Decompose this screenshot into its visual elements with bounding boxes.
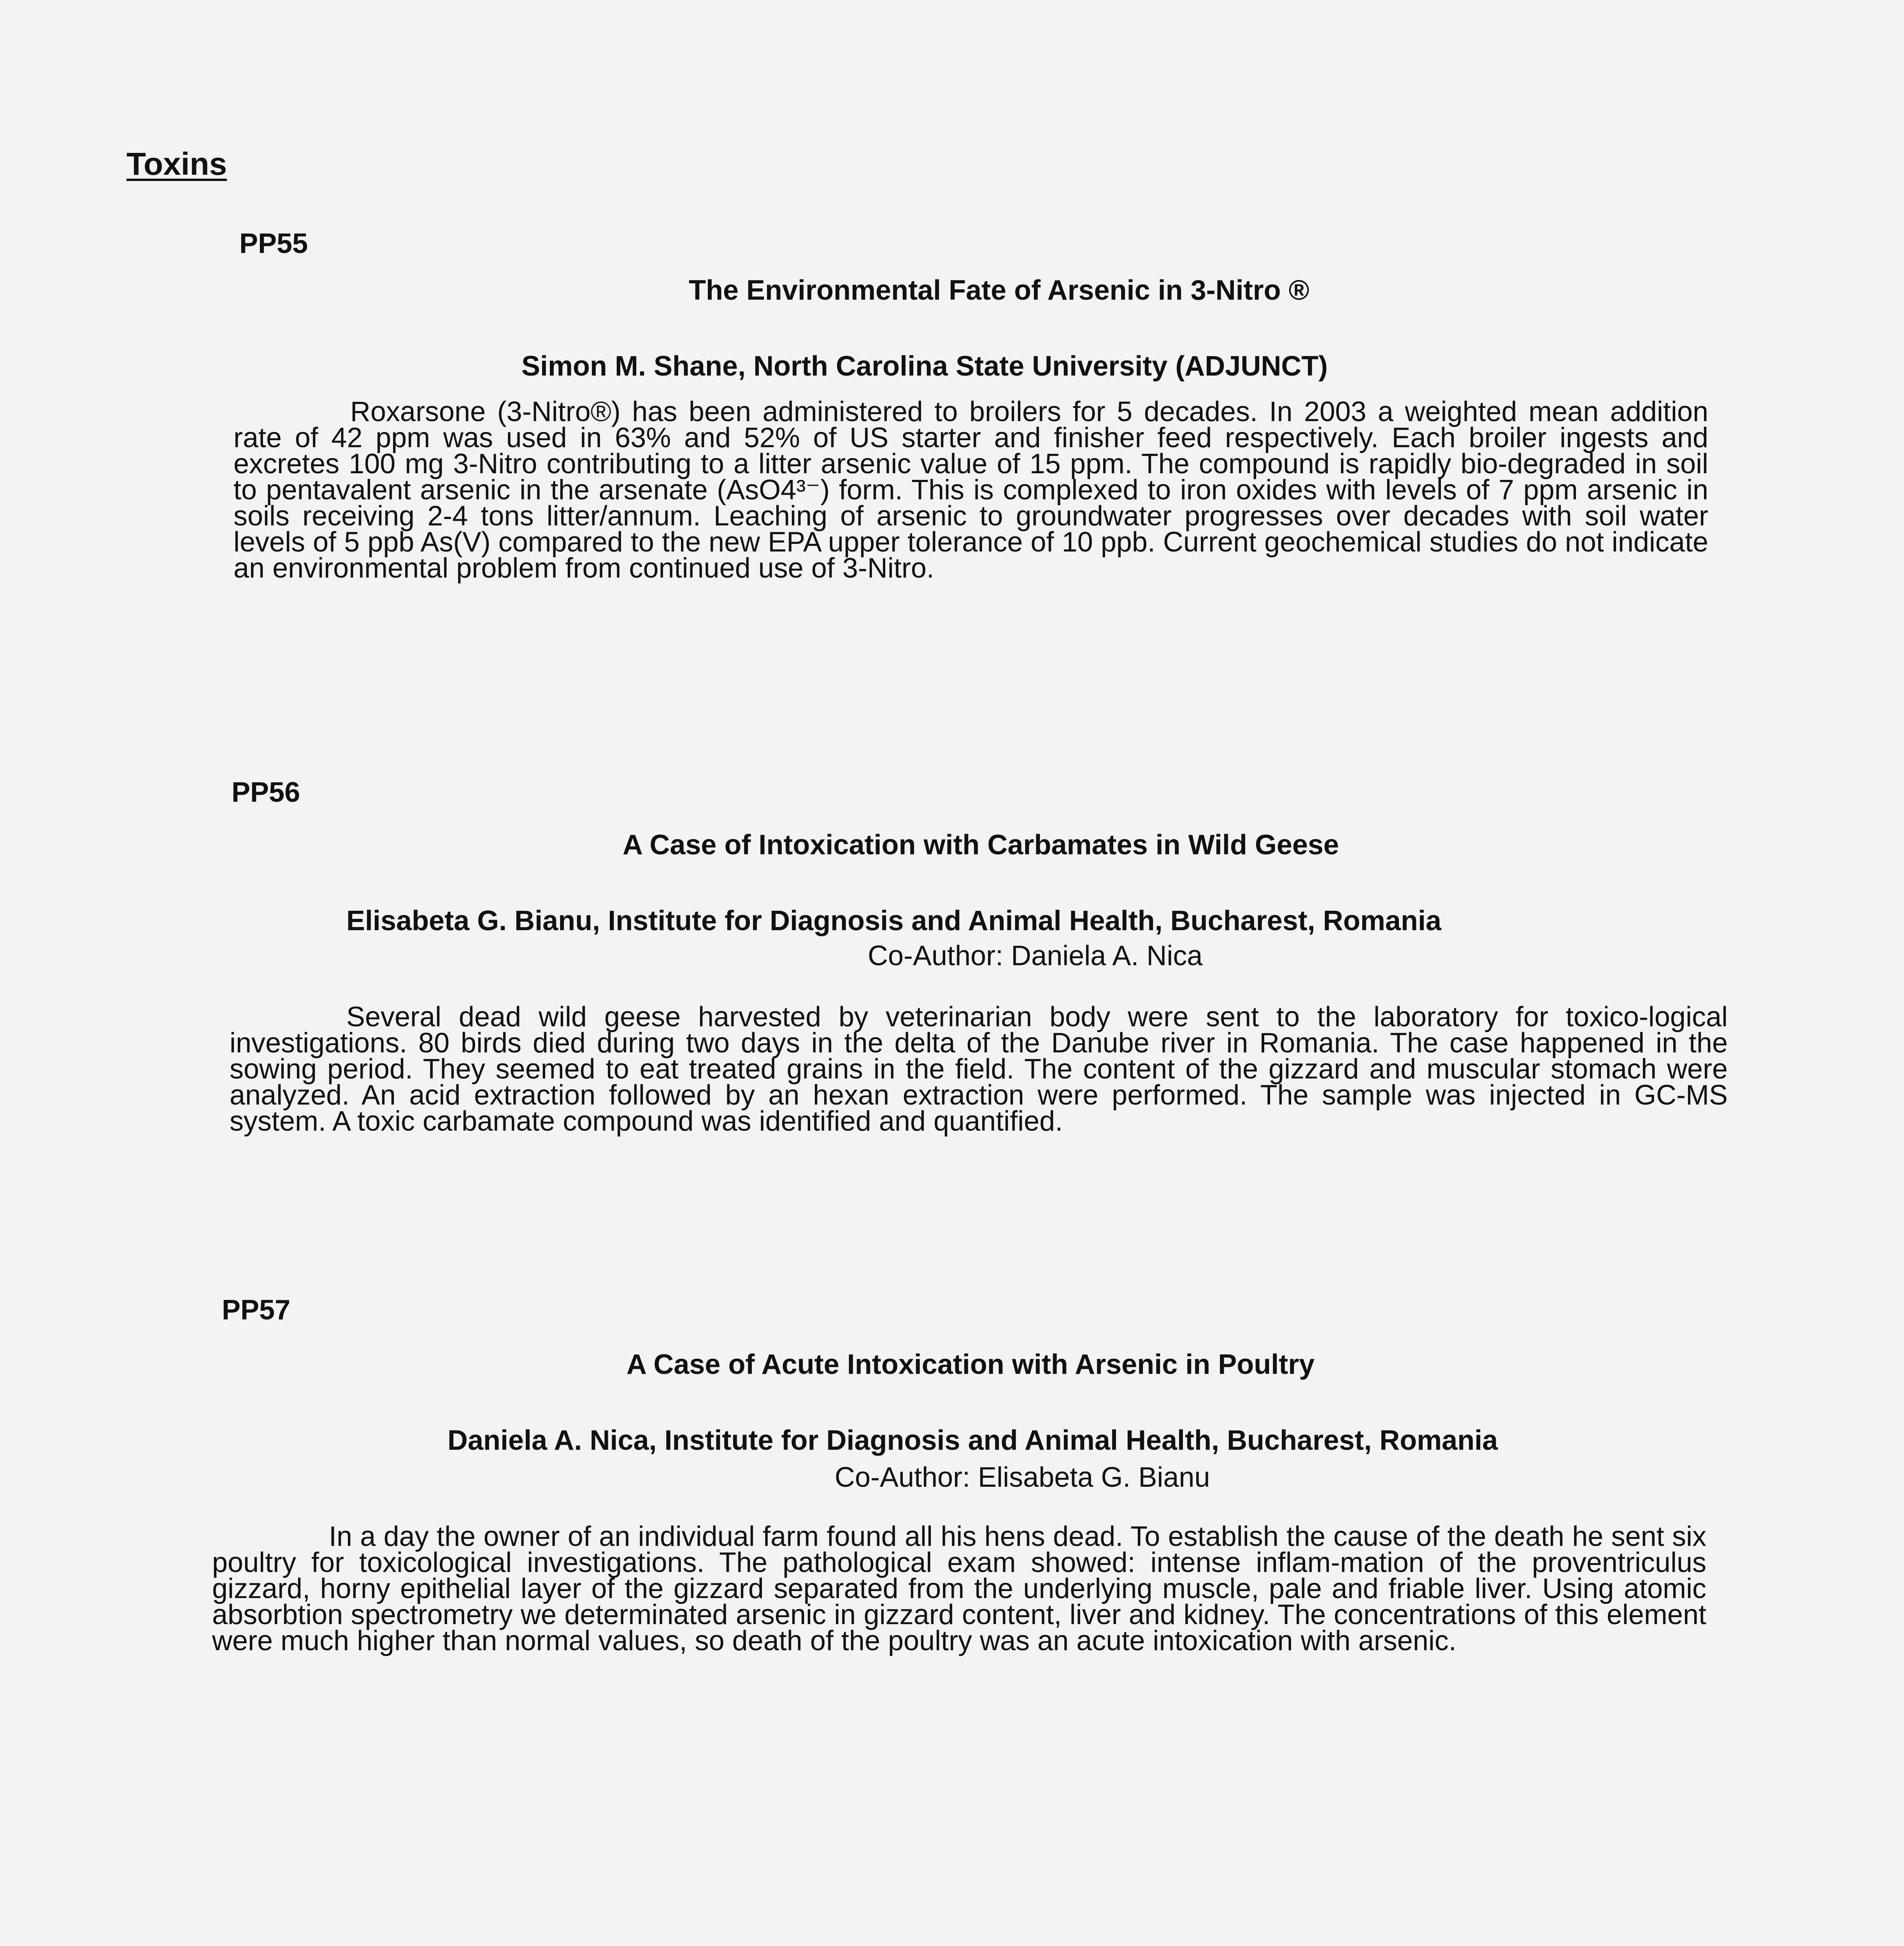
abstract-body-pp55: Roxarsone (3-Nitro®) has been administered to broilers for 5 decades. In 2003 a weighted mean addition rate of 42 ppm was used in 63% and 52% of US starter and finisher feed respectively. Each broiler ingests and excretes 100 mg 3-Nitro contributing to a litter arsenic value of 15 ppm. The compound is rapidly bio-degraded in soil to pentavalent arsenic in the arsenate (AsO4³⁻) form. This is complexed to iron oxides with levels of 7 ppm arsenic in soils receiving 2-4 tons litter/annum. Leaching of arsenic to groundwater progresses over decades with soil water levels of 5 ppb As(V) compared to the new EPA upper tolerance of 10 ppb. Current geochemical studies do not indicate an environmental problem from continued use of 3-Nitro. (233, 396, 1708, 584)
abstract-author-pp57: Daniela A. Nica, Institute for Diagnosis and Animal Health, Bucharest, Romania (447, 1425, 1498, 1456)
abstract-id-pp56: PP56 (232, 777, 300, 808)
section-heading: Toxins (126, 146, 227, 182)
abstract-body-pp56: Several dead wild geese harvested by veterinarian body were sent to the laboratory for toxico-logical investigations. 80 birds died during two days in the delta of the Danube river in Romania. The case happened in the sowing period. They seemed to eat treated grains in the field. The content of the gizzard and muscular stomach were analyzed. An acid extraction followed by an hexan extraction were performed. The sample was injected in GC-MS system. A toxic carbamate compound was identified and quantified. (230, 1001, 1728, 1137)
abstract-coauthor-pp56: Co-Author: Daniela A. Nica (868, 940, 1203, 971)
abstract-coauthor-pp57: Co-Author: Elisabeta G. Bianu (835, 1462, 1210, 1493)
abstract-author-pp55: Simon M. Shane, North Carolina State University (ADJUNCT) (521, 351, 1328, 382)
abstract-body-pp57: In a day the owner of an individual farm found all his hens dead. To establish the cause of the death he sent six poultry for toxicological investigations. The pathological exam showed: intense inflam-mation of the proventriculus gizzard, horny epithelial layer of the gizzard separated from the underlying muscle, pale and friable liver. Using atomic absorbtion spectrometry we determinated arsenic in gizzard content, liver and kidney. The concentrations of this element were much higher than normal values, so death of the poultry was an acute intoxication with arsenic. (212, 1521, 1706, 1656)
abstract-id-pp57: PP57 (222, 1294, 291, 1326)
abstract-id-pp55: PP55 (239, 228, 308, 259)
abstract-author-pp56: Elisabeta G. Bianu, Institute for Diagnosis and Animal Health, Bucharest, Romania (346, 905, 1441, 936)
abstract-title-pp56: A Case of Intoxication with Carbamates in Wild Geese (623, 829, 1339, 861)
abstract-title-pp55: The Environmental Fate of Arsenic in 3-Nitro ® (689, 275, 1309, 306)
abstract-title-pp57: A Case of Acute Intoxication with Arsenic in Poultry (626, 1349, 1315, 1380)
